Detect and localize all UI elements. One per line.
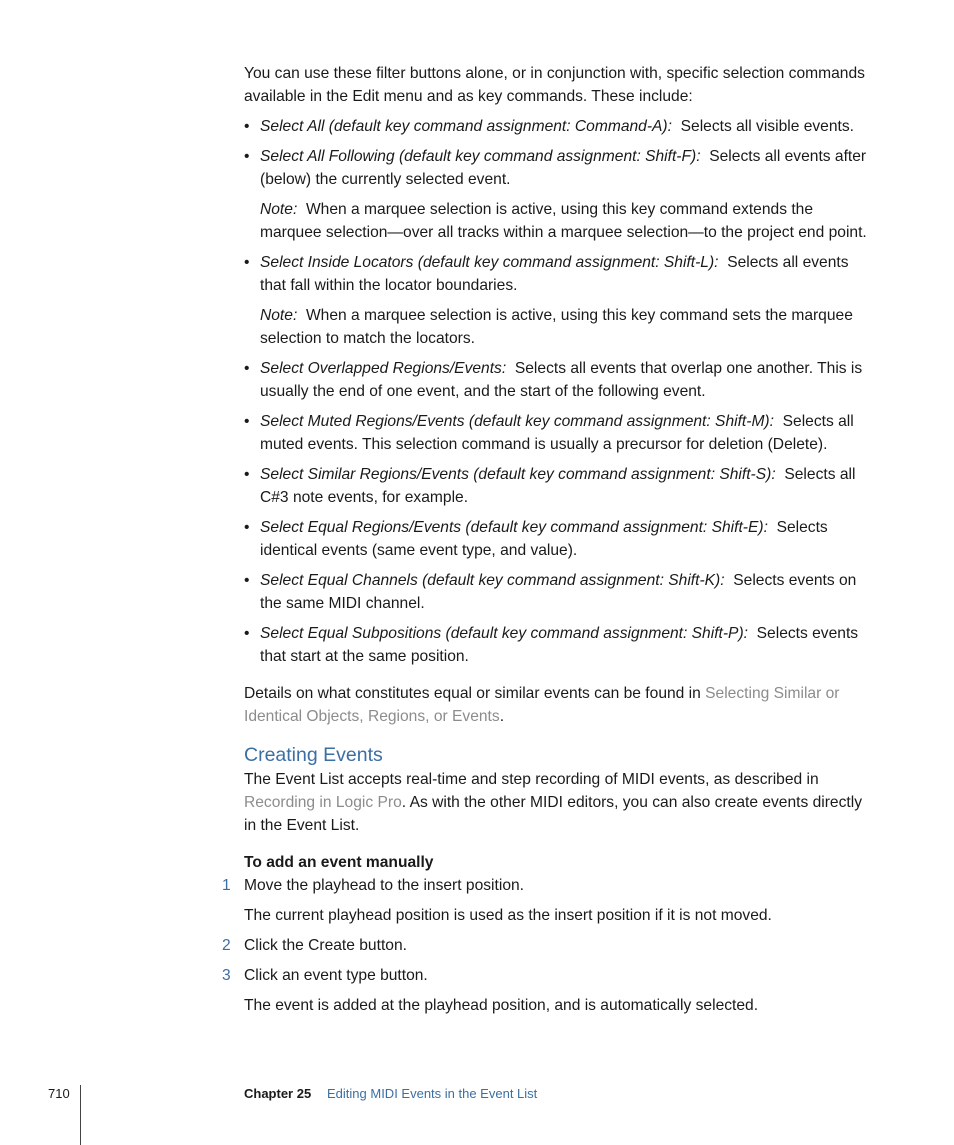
- list-item: [244, 410, 876, 456]
- step-note: The current playhead position is used as the insert position if it is not moved.: [244, 907, 772, 924]
- bullet-icon: •: [244, 572, 250, 589]
- command-name: Select All Following (default key command assignment: Shift-F):: [260, 148, 701, 165]
- section-text-end: . As with the other MIDI editors, you can also create events directly in the Event List.: [244, 794, 862, 834]
- list-item: [244, 145, 876, 191]
- list-item: [244, 357, 876, 403]
- note-text: When a marquee selection is active, using this key command extends the marquee selection—over all tracks within a marquee selection—to the project end point.: [260, 201, 867, 241]
- task-heading: To add an event manually: [244, 854, 434, 871]
- bullet-icon: •: [244, 413, 250, 430]
- command-name: Select All (default key command assignment: Command-A):: [260, 118, 672, 135]
- step-number: 2: [222, 937, 231, 954]
- command-description: Selects identical events (same event type, and value).: [260, 519, 828, 559]
- bullet-icon: •: [244, 148, 250, 165]
- command-description: Selects all muted events. This selection command is usually a precursor for deletion (Delete).: [260, 413, 854, 453]
- bullet-icon: •: [244, 254, 250, 271]
- list-item: [244, 463, 876, 509]
- link-selecting-similar[interactable]: Selecting Similar or Identical Objects, Regions, or Events: [244, 685, 840, 725]
- section-heading: Creating Events: [244, 744, 383, 766]
- step-note: The event is added at the playhead position, and is automatically selected.: [244, 997, 759, 1014]
- command-description: Selects all events after (below) the currently selected event.: [260, 148, 867, 188]
- selection-command-list: [244, 115, 876, 668]
- chapter-title-link[interactable]: Editing MIDI Events in the Event List: [327, 1086, 538, 1101]
- command-name: Select Equal Channels (default key command assignment: Shift-K):: [260, 572, 725, 589]
- step-item: [222, 964, 876, 987]
- list-item: [244, 569, 876, 615]
- command-name: Select Muted Regions/Events (default key command assignment: Shift-M):: [260, 413, 774, 430]
- list-item: [244, 115, 876, 138]
- bullet-icon: •: [244, 625, 250, 642]
- note-block: [260, 198, 876, 244]
- footer-divider: [80, 1085, 81, 1145]
- link-recording-in-logic-pro[interactable]: Recording in Logic Pro: [244, 794, 402, 811]
- command-description: Selects all events that overlap one another. This is usually the end of one event, and the start of the following event.: [260, 360, 863, 400]
- step-text: Move the playhead to the insert position.: [244, 877, 524, 894]
- step-number: 1: [222, 877, 231, 894]
- list-item: [244, 251, 876, 297]
- command-description: Selects all events that fall within the locator boundaries.: [260, 254, 849, 294]
- command-description: Selects events on the same MIDI channel.: [260, 572, 857, 612]
- note-text: When a marquee selection is active, using this key command sets the marquee selection to match the locators.: [260, 307, 853, 347]
- details-text: Details on what constitutes equal or similar events can be found in: [244, 685, 706, 702]
- command-name: Select Inside Locators (default key command assignment: Shift-L):: [260, 254, 719, 271]
- command-description: Selects all C#3 note events, for example.: [260, 466, 856, 506]
- page-content: [222, 62, 876, 1024]
- list-item: [244, 622, 876, 668]
- bullet-icon: •: [244, 360, 250, 377]
- bullet-icon: •: [244, 519, 250, 536]
- task-steps: [222, 874, 876, 1017]
- command-name: Select Equal Subpositions (default key command assignment: Shift-P):: [260, 625, 748, 642]
- section-paragraph: [244, 768, 876, 837]
- step-number: 3: [222, 967, 231, 984]
- intro-paragraph: You can use these filter buttons alone, or in conjunction with, specific selection commands available in the Edit menu and as key commands. These include:: [244, 65, 865, 105]
- list-item: [244, 516, 876, 562]
- step-item: [222, 874, 876, 897]
- command-name: Select Equal Regions/Events (default key command assignment: Shift-E):: [260, 519, 768, 536]
- command-description: Selects all visible events.: [680, 118, 854, 135]
- note-label: Note:: [260, 307, 298, 324]
- command-name: Select Overlapped Regions/Events:: [260, 360, 507, 377]
- bullet-icon: •: [244, 466, 250, 483]
- bullet-icon: •: [244, 118, 250, 135]
- step-text: Click an event type button.: [244, 967, 428, 984]
- command-name: Select Similar Regions/Events (default key command assignment: Shift-S):: [260, 466, 776, 483]
- details-end: .: [499, 708, 505, 725]
- note-label: Note:: [260, 201, 298, 218]
- step-item: [222, 934, 876, 957]
- page-number: 710: [48, 1086, 70, 1101]
- details-paragraph: [244, 682, 876, 728]
- chapter-label: Chapter 25: [244, 1086, 312, 1101]
- step-text: Click the Create button.: [244, 937, 407, 954]
- section-text: The Event List accepts real-time and step recording of MIDI events, as described in: [244, 771, 819, 788]
- note-block: [260, 304, 876, 350]
- command-description: Selects events that start at the same position.: [260, 625, 859, 665]
